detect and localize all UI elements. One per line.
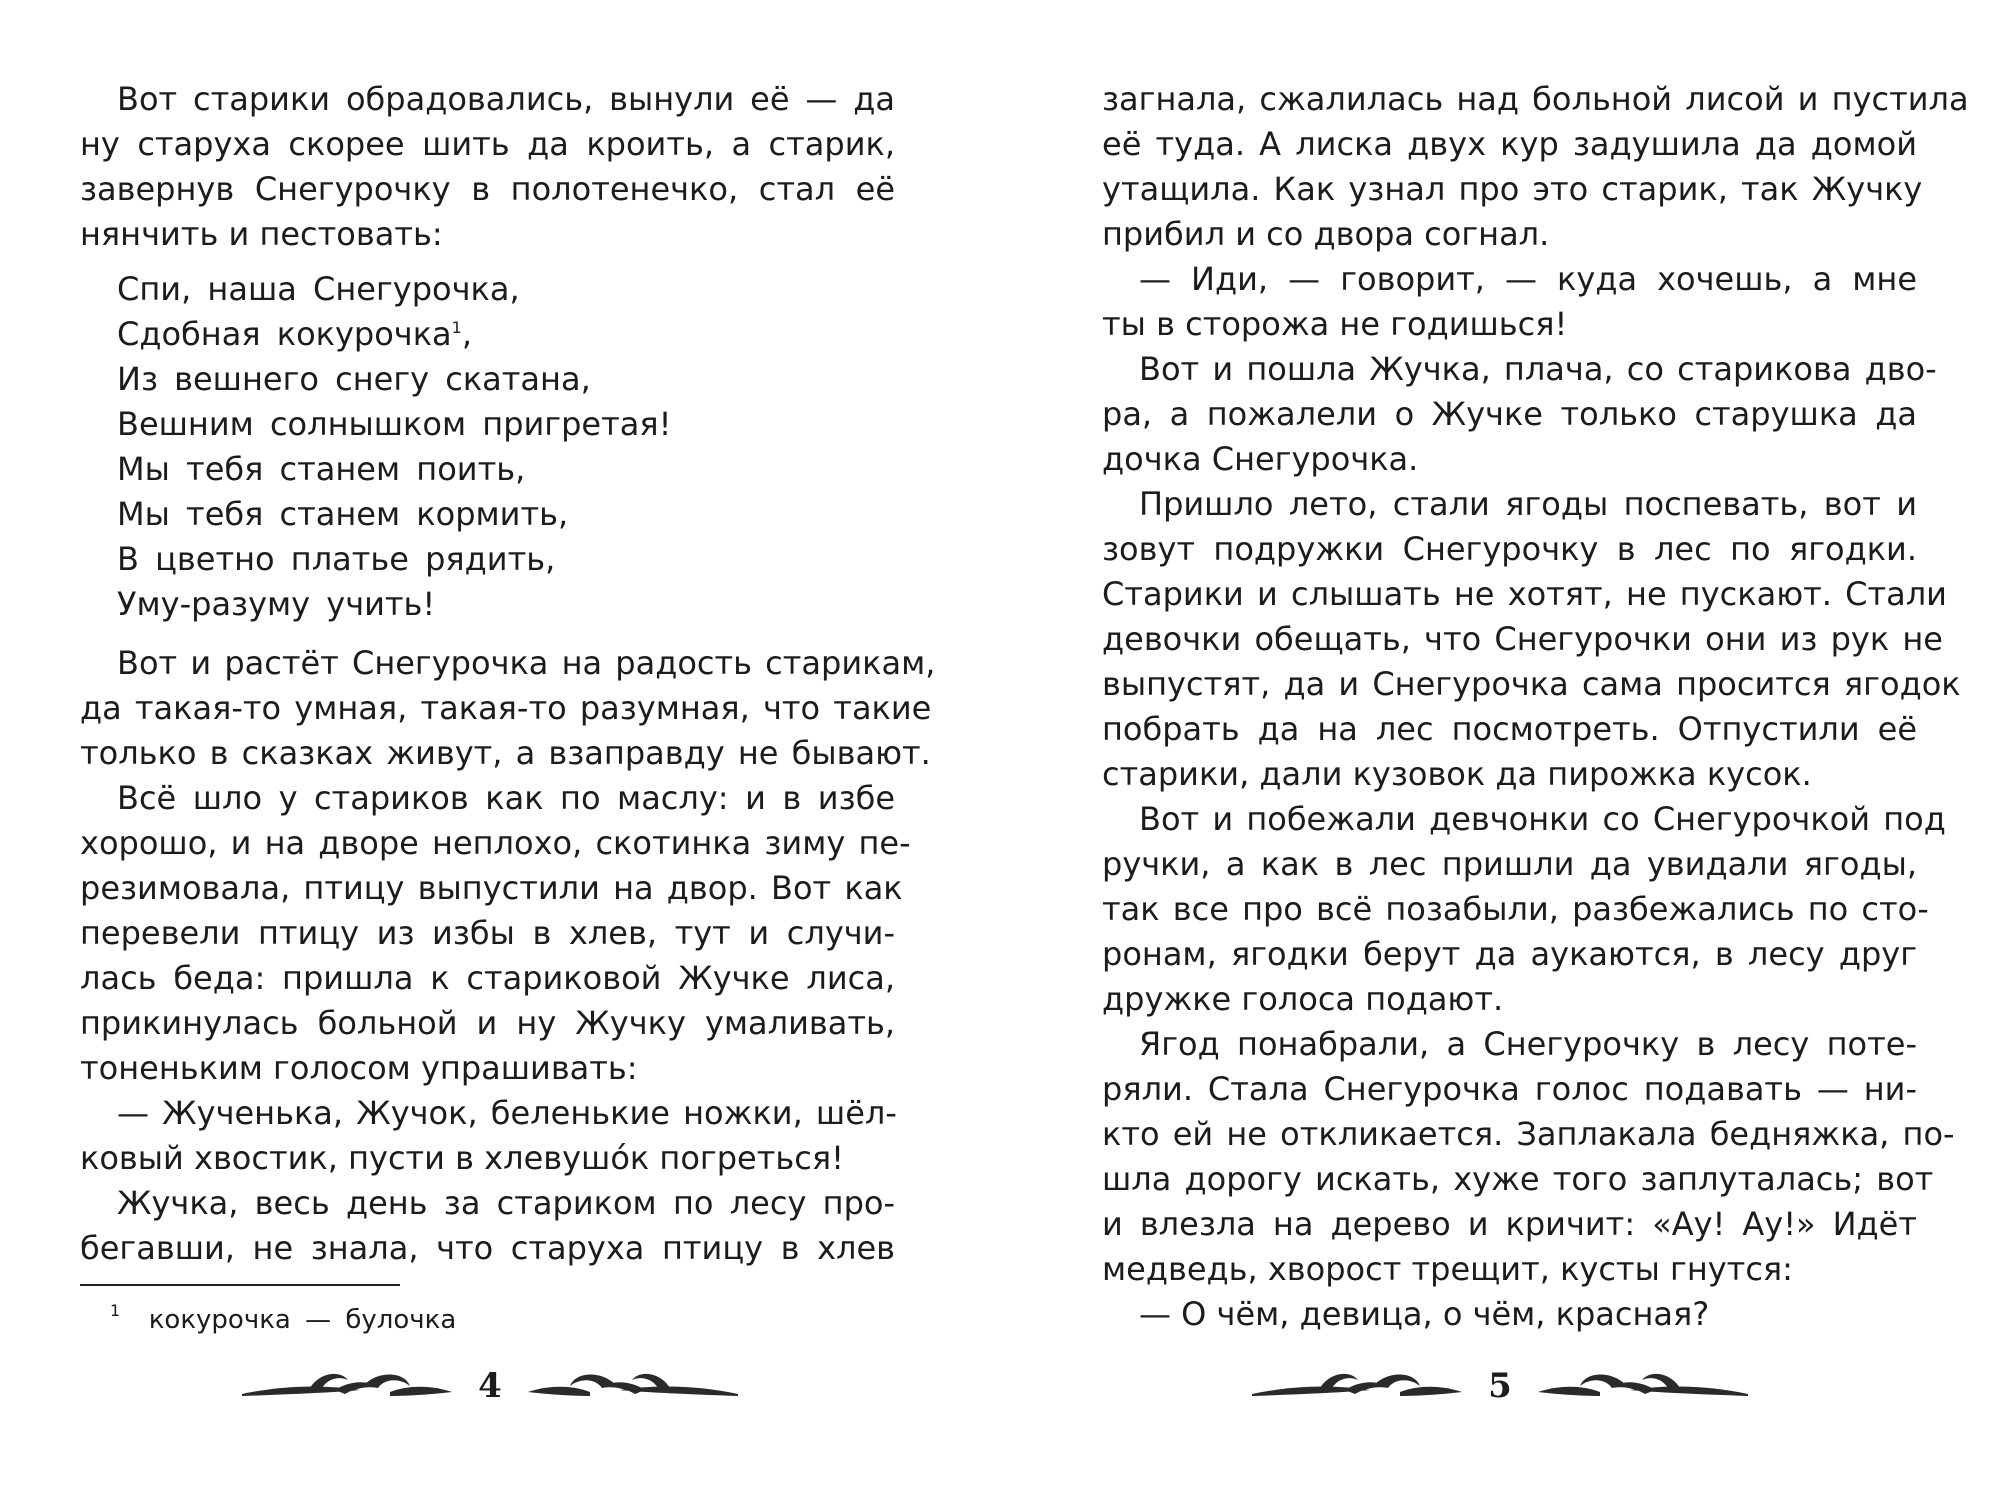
paragraph [1102, 797, 1946, 1022]
text-line: девочки обещать, что Снегурочки они из рук не [1102, 620, 1943, 658]
paragraph [80, 641, 936, 776]
text-line: старики, дали кузовок да пирожка кусок. [1102, 755, 1812, 793]
left-page [80, 0, 936, 1496]
text-line: только в сказках живут, а взаправду не бывают. [80, 734, 931, 772]
paragraph [1102, 482, 1961, 797]
text-line: завернув Снегурочку в полотенечко, стал её [80, 170, 895, 208]
text-line: утащила. Как узнал про это старик, так Жучку [1102, 170, 1923, 208]
verse-line: Уму-разуму учить! [117, 585, 436, 623]
left-text [80, 77, 936, 1271]
text-line: побрать да на лес посмотреть. Отпустили её [1102, 710, 1917, 748]
text-line: Ягод понабрали, а Снегурочку в лесу поте- [1139, 1025, 1917, 1063]
text-line: Вот и побежали девчонки со Снегурочкой под [1139, 800, 1946, 838]
text-line: зовут подружки Снегурочку в лес по ягодки. [1102, 530, 1917, 568]
page-number: 4 [478, 1366, 502, 1406]
text-line: Жучка, весь день за стариком по лесу про- [117, 1184, 895, 1222]
verse-line: Мы тебя станем поить, [117, 450, 526, 488]
text-line: ряли. Стала Снегурочка голос подавать — ни- [1102, 1070, 1917, 1108]
text-line: бегавши, не знала, что старуха птицу в хлев [80, 1229, 895, 1267]
text-line: да такая-то умная, такая-то разумная, что такие [80, 689, 932, 727]
text-line: прикинулась больной и ну Жучку умаливать, [80, 1004, 895, 1042]
text-line: дружке голоса подают. [1102, 980, 1504, 1018]
paragraph [80, 776, 911, 1091]
footnote [110, 1302, 456, 1338]
text-line: дочка Снегурочка. [1102, 440, 1419, 478]
text-line: её туда. А лиска двух кур задушила да домой [1102, 125, 1917, 163]
text-line: ручки, а как в лес пришли да увидали ягоды, [1102, 845, 1917, 883]
text-line: — Иди, — говорит, — куда хочешь, а мне [1139, 260, 1917, 298]
paragraph [1102, 347, 1937, 482]
paragraph [80, 77, 895, 257]
text-line: Вот и пошла Жучка, плача, со старикова дво- [1139, 350, 1937, 388]
text-line: — О чём, девица, о чём, красная? [1139, 1295, 1710, 1333]
verse-line: Спи, наша Снегурочка, [117, 270, 520, 308]
verse-line: В цветно платье рядить, [117, 540, 556, 578]
paragraph [1102, 1022, 1955, 1292]
text-line: загнала, сжалилась над больной лисой и пустила [1102, 80, 1969, 118]
text-line: Пришло лето, стали ягоды поспевать, вот и [1139, 485, 1917, 523]
text-line: хорошо, и на дворе неплохо, скотинка зиму пе- [80, 824, 911, 862]
text-line: перевели птицу из избы в хлев, тут и случи- [80, 914, 895, 952]
paragraph [1102, 1292, 1917, 1337]
ornament-left-icon [240, 1366, 455, 1406]
text-line: Всё шло у стариков как по маслу: и в избе [117, 779, 895, 817]
text-line: лась беда: пришла к стариковой Жучке лиса, [80, 959, 895, 997]
right-text [1102, 77, 1969, 1337]
verse-line: Из вешнего снегу скатана, [117, 360, 591, 398]
verse-line: Вешним солнышком пригретая! [117, 405, 672, 443]
paragraph [1102, 77, 1969, 257]
text-line: ну старуха скорее шить да кроить, а старик, [80, 125, 895, 163]
footnote-text: кокурочка — булочка [148, 1305, 457, 1335]
text-line: тоненьким голосом упрашивать: [80, 1049, 638, 1087]
paragraph [1102, 257, 1917, 347]
verse-punct: , [461, 315, 472, 353]
text-line: резимовала, птицу выпустили на двор. Вот как [80, 869, 903, 907]
text-line: прибил и со двора согнал. [1102, 215, 1550, 253]
ornament-left-icon [1250, 1366, 1465, 1406]
verse-line: Мы тебя станем кормить, [117, 495, 569, 533]
text-line: ронам, ягодки берут да аукаются, в лесу друг [1102, 935, 1917, 973]
text-line: ра, а пожалели о Жучке только старушка да [1102, 395, 1917, 433]
text-line: ты в сторожа не годишься! [1102, 305, 1568, 343]
text-line: шла дорогу искать, хуже того заплуталась; вот [1102, 1160, 1934, 1198]
lullaby-verse [80, 267, 895, 627]
right-page [1102, 0, 1969, 1496]
footnote-rule [80, 1284, 400, 1286]
paragraph [80, 1091, 895, 1181]
verse-line [117, 312, 895, 357]
footnote-ref: 1 [451, 318, 462, 337]
text-line: кто ей не откликается. Заплакала бедняжка, по- [1102, 1115, 1955, 1153]
page-footer [1250, 1356, 1750, 1416]
text-line: выпустят, да и Снегурочка сама просится ягодок [1102, 665, 1961, 703]
page-number: 5 [1488, 1366, 1512, 1406]
verse-line-text: Сдобная кокурочка [117, 315, 452, 353]
text-line: нянчить и пестовать: [80, 215, 443, 253]
text-line: Старики и слышать не хотят, не пускают. Стали [1102, 575, 1947, 613]
text-line: Вот старики обрадовались, вынули её — да [117, 80, 895, 118]
paragraph [80, 1181, 895, 1271]
text-line: так все про всё позабыли, разбежались по сто- [1102, 890, 1929, 928]
text-line: медведь, хворост трещит, кусты гнутся: [1102, 1250, 1793, 1288]
text-line: и влезла на дерево и кричит: «Ау! Ау!» Идёт [1102, 1205, 1917, 1243]
text-line: Вот и растёт Снегурочка на радость старикам, [117, 644, 936, 682]
footnote-mark: 1 [110, 1301, 121, 1320]
text-line: — Жученька, Жучок, беленькие ножки, шёл- [117, 1094, 897, 1132]
ornament-right-icon [1535, 1366, 1750, 1406]
ornament-right-icon [525, 1366, 740, 1406]
page-footer [240, 1356, 740, 1416]
text-line: ковый хвостик, пусти в хлевушо́к погреться! [80, 1139, 844, 1177]
